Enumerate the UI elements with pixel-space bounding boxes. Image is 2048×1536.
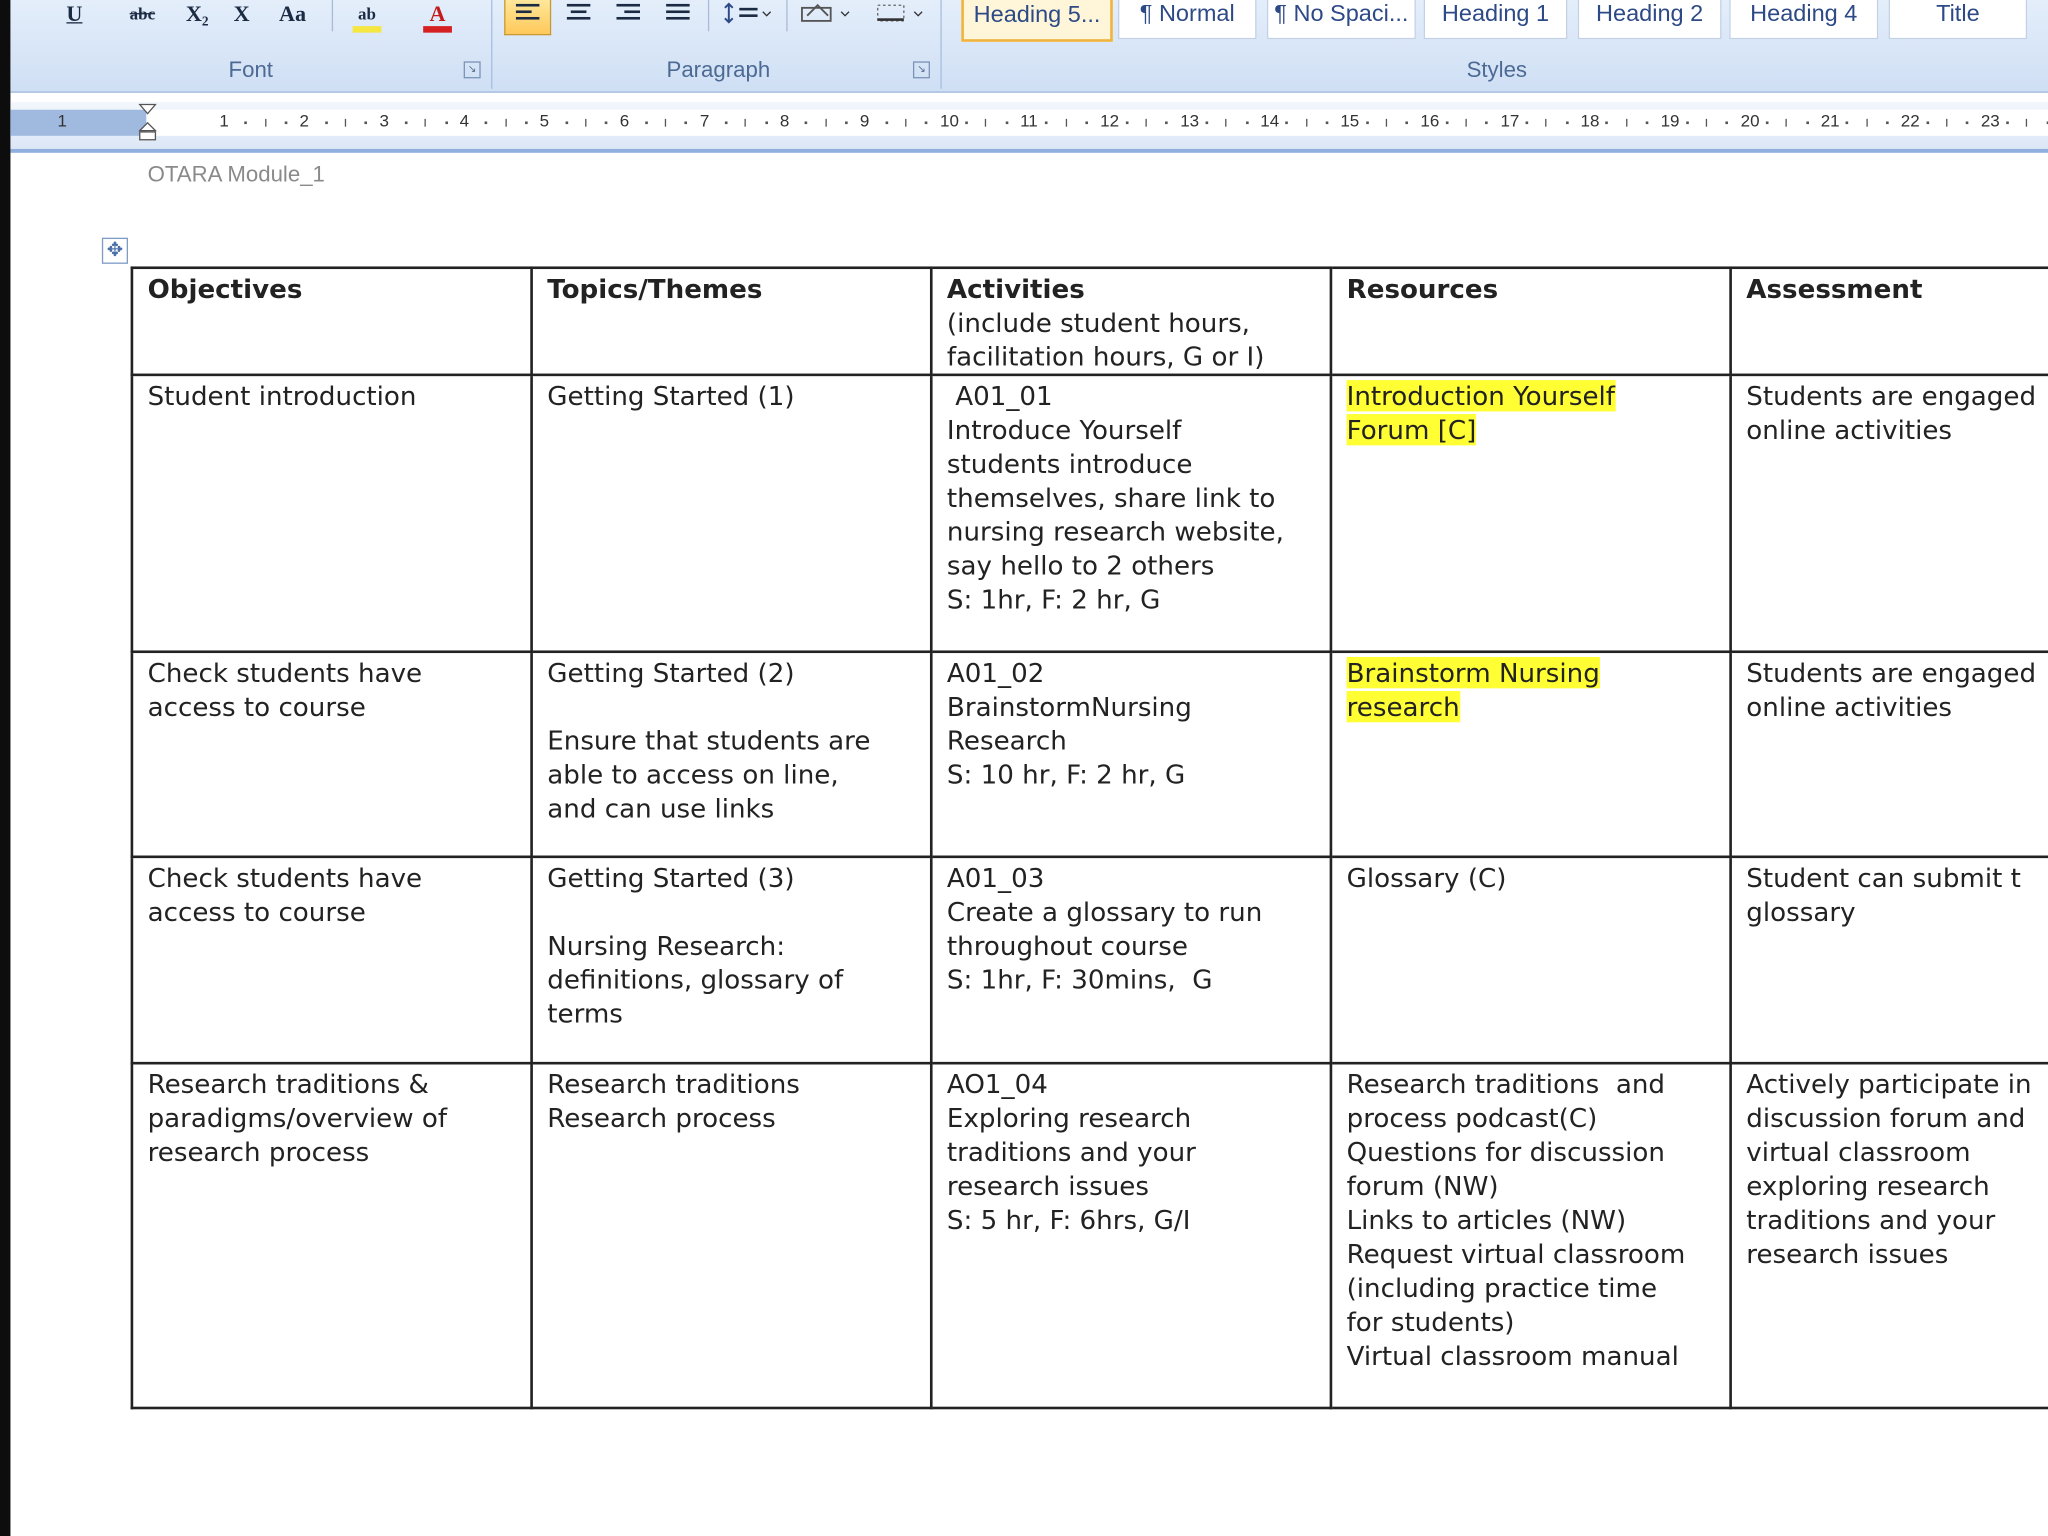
- header-activities: Activities: [946, 272, 1085, 305]
- ruler-dot: [485, 121, 488, 124]
- ruler-dot: [245, 121, 248, 124]
- window-left-edge: [0, 0, 10, 1536]
- ruler-dot: [685, 121, 688, 124]
- ruler-number: 19: [1660, 111, 1680, 131]
- ruler-number: 2: [299, 111, 309, 131]
- objective-cell[interactable]: Research traditions & paradigms/overview of research process: [132, 1063, 532, 1408]
- ruler-dot: [1566, 121, 1569, 124]
- ruler-dot: [1005, 121, 1008, 124]
- ruler-dot: [645, 121, 648, 124]
- ruler-dot: [1766, 121, 1769, 124]
- ruler-dot: [405, 121, 408, 124]
- activity-cell[interactable]: AO1_04 Exploring research traditions and your research issues S: 5 hr, F: 6hrs, G/I: [931, 1063, 1331, 1408]
- ruler-dot: [1165, 121, 1168, 124]
- ruler-dot: [1045, 121, 1048, 124]
- font-group: [10, 0, 492, 89]
- align-right-button[interactable]: [606, 0, 650, 34]
- resource-cell[interactable]: [1331, 375, 1731, 652]
- ruler-dot: [1686, 121, 1689, 124]
- ruler-dot: [1085, 121, 1088, 124]
- ruler-number: 6: [619, 111, 630, 131]
- assessment-cell[interactable]: Actively participate in discussion forum and virtual classroom exploring research traditions and your research issues: [1731, 1063, 2048, 1408]
- ruler-dot: [2006, 121, 2009, 124]
- topic-cell[interactable]: Getting Started (2) Ensure that students are able to access on line, and can use links: [532, 652, 932, 857]
- style-no-spacing[interactable]: ¶ No Spaci...: [1267, 0, 1416, 39]
- ruler-number: 10: [939, 111, 959, 131]
- ruler-dot: [1886, 121, 1889, 124]
- ruler-number: 1: [57, 111, 67, 131]
- ruler-dot: [1806, 121, 1809, 124]
- table-header-row: [132, 268, 2048, 375]
- style-heading-1[interactable]: Heading 1: [1424, 0, 1568, 39]
- ruler-tick: [1065, 119, 1066, 127]
- style-heading-4[interactable]: Heading 4: [1729, 0, 1878, 39]
- ruler-dot: [605, 121, 608, 124]
- ruler-left-margin: [10, 110, 146, 136]
- highlighted-resource: Brainstorm Nursing research: [1346, 656, 1600, 723]
- style-heading-2[interactable]: Heading 2: [1578, 0, 1722, 39]
- ribbon: [10, 0, 2048, 93]
- ruler-number: 1: [219, 111, 229, 131]
- shading-bucket-icon: [797, 0, 854, 26]
- ruler-tick: [985, 119, 986, 127]
- ruler-dot: [1125, 121, 1128, 124]
- ruler-tick: [825, 119, 826, 127]
- assessment-cell[interactable]: Students are engaged online activities: [1731, 375, 2048, 652]
- font-color-swatch: [423, 26, 452, 33]
- style-heading-5[interactable]: Heading 5...: [961, 0, 1113, 42]
- ruler-dot: [1366, 121, 1369, 124]
- ruler-dot: [805, 121, 808, 124]
- highlighted-resource: Introduction Yourself Forum [C]: [1346, 380, 1616, 446]
- ruler-tick: [1786, 119, 1787, 127]
- font-dialog-launcher-icon[interactable]: ↘: [464, 61, 481, 78]
- ruler-dot: [445, 121, 448, 124]
- ruler-dot: [1406, 121, 1409, 124]
- ruler-number: 22: [1900, 111, 1920, 131]
- align-center-button[interactable]: [556, 0, 600, 34]
- ruler-dot: [285, 121, 288, 124]
- resource-cell[interactable]: Research traditions and process podcast(C) Questions for discussion forum (NW) Links to articles (NW) Request virtual classroom (including practice time for students) Virtual classroom manual: [1331, 1063, 1731, 1408]
- table-row: [132, 652, 2048, 857]
- ruler-number: 9: [859, 111, 870, 131]
- topic-cell[interactable]: Getting Started (3) Nursing Research: definitions, glossary of terms: [532, 857, 932, 1063]
- subscript-button[interactable]: X₂: [185, 1, 209, 27]
- style-title[interactable]: Title: [1889, 0, 2027, 39]
- ruler-dot: [1646, 121, 1649, 124]
- header-activities-cell[interactable]: [931, 268, 1331, 375]
- table-row: [132, 857, 2048, 1063]
- ruler-dot: [925, 121, 928, 124]
- ruler-tick: [1145, 119, 1146, 127]
- horizontal-ruler[interactable]: [10, 102, 2048, 153]
- document-header[interactable]: OTARA Module_1: [147, 161, 325, 187]
- header-objectives[interactable]: Objectives: [132, 268, 532, 375]
- ruler-number: 14: [1260, 111, 1280, 131]
- objective-cell[interactable]: Check students have access to course: [132, 652, 532, 857]
- ruler-dot: [365, 121, 368, 124]
- separator: [786, 0, 787, 31]
- shading-button[interactable]: [794, 0, 857, 34]
- separator: [332, 0, 333, 31]
- ruler-tick: [1225, 119, 1226, 127]
- ruler-tick: [585, 119, 586, 127]
- change-case-button[interactable]: Aa: [278, 1, 307, 27]
- paragraph-group-label: Paragraph: [666, 57, 771, 83]
- highlight-color-swatch: [353, 26, 382, 33]
- ruler-number: 5: [539, 111, 550, 131]
- paragraph-dialog-launcher-icon[interactable]: ↘: [913, 61, 930, 78]
- ruler-dot: [525, 121, 528, 124]
- ruler-tick: [2026, 119, 2027, 127]
- ruler-dot: [1286, 121, 1289, 124]
- objective-cell[interactable]: Check students have access to course: [132, 857, 532, 1063]
- header-assessment[interactable]: Assessment: [1731, 268, 2048, 375]
- justify-button[interactable]: [656, 0, 700, 34]
- header-resources[interactable]: Resources: [1331, 268, 1731, 375]
- strikethrough-button[interactable]: abc: [129, 3, 156, 24]
- ruler-number: 11: [1020, 111, 1038, 131]
- superscript-button[interactable]: X: [233, 1, 250, 27]
- topic-cell[interactable]: Getting Started (1): [532, 375, 932, 652]
- align-left-button[interactable]: [504, 0, 551, 35]
- ruler-dot: [1205, 121, 1208, 124]
- ruler-tick: [1706, 119, 1707, 127]
- ruler-tick: [1546, 119, 1547, 127]
- ruler-dot: [1966, 121, 1969, 124]
- assessment-cell[interactable]: Students are engaged online activities: [1731, 652, 2048, 857]
- ruler-tick: [1466, 119, 1467, 127]
- ruler-dot: [845, 121, 848, 124]
- font-group-label: Font: [228, 57, 273, 83]
- ruler-number: 16: [1420, 111, 1440, 131]
- ruler-number: 13: [1180, 111, 1200, 131]
- ruler-number: 18: [1580, 111, 1600, 131]
- ruler-tick: [1306, 119, 1307, 127]
- course-outline-table: [131, 266, 2048, 1409]
- ruler-dot: [1326, 121, 1329, 124]
- justify-icon: [664, 0, 693, 24]
- table-row: [132, 375, 2048, 652]
- ruler-tick: [905, 119, 906, 127]
- underline-button[interactable]: U: [66, 1, 83, 27]
- line-spacing-icon: [721, 0, 773, 26]
- objective-cell[interactable]: Student introduction: [132, 375, 532, 652]
- ruler-number: 3: [379, 111, 389, 131]
- ruler-tick: [345, 119, 346, 127]
- ruler-dot: [1846, 121, 1849, 124]
- ruler-number: 7: [699, 111, 710, 131]
- topic-cell[interactable]: Research traditions Research process: [532, 1063, 932, 1408]
- ruler-dot: [1726, 121, 1729, 124]
- ruler-dot: [1446, 121, 1449, 124]
- styles-group: [946, 0, 2048, 89]
- ruler-dot: [1926, 121, 1929, 124]
- styles-group-label: Styles: [1466, 57, 1528, 83]
- ruler-tick: [745, 119, 746, 127]
- styles-gallery: [946, 0, 2043, 44]
- indent-marker-icon[interactable]: [138, 102, 156, 144]
- highlighter-icon: ab: [358, 3, 376, 24]
- ruler-dot: [965, 121, 968, 124]
- ruler-dot: [325, 121, 328, 124]
- ruler-number: 8: [779, 111, 790, 131]
- align-center-icon: [564, 0, 593, 24]
- activity-cell[interactable]: A01_02 BrainstormNursing Research S: 10 hr, F: 2 hr, G: [931, 652, 1331, 857]
- ruler-number: 20: [1740, 111, 1760, 131]
- ruler-tick: [1386, 119, 1387, 127]
- ruler-dot: [1526, 121, 1529, 124]
- ruler-tick: [665, 119, 666, 127]
- ruler-scale: [10, 110, 2048, 136]
- ruler-dot: [725, 121, 728, 124]
- header-activities-note: (include student hours, facilitation hours, G or I): [946, 306, 1265, 373]
- ruler-tick: [265, 119, 266, 127]
- line-spacing-button[interactable]: [716, 0, 779, 34]
- ruler-dot: [1606, 121, 1609, 124]
- header-topics[interactable]: Topics/Themes: [532, 268, 932, 375]
- ruler-tick: [1866, 119, 1867, 127]
- style-normal[interactable]: ¶ Normal: [1118, 0, 1256, 39]
- table-row: [132, 1063, 2048, 1408]
- assessment-cell[interactable]: Student can submit t glossary: [1731, 857, 2048, 1063]
- paragraph-group: [496, 0, 941, 89]
- activity-cell[interactable]: A01_03 Create a glossary to run throughout course S: 1hr, F: 30mins, G: [931, 857, 1331, 1063]
- ruler-tick: [425, 119, 426, 127]
- ruler-dot: [885, 121, 888, 124]
- separator: [708, 0, 709, 31]
- resource-cell[interactable]: Glossary (C): [1331, 857, 1731, 1063]
- ruler-dot: [765, 121, 768, 124]
- ruler-number: 4: [459, 111, 470, 131]
- borders-icon: [870, 0, 927, 26]
- ruler-number: 15: [1340, 111, 1360, 131]
- borders-button[interactable]: [867, 0, 930, 34]
- table-move-handle-icon[interactable]: ✥: [102, 238, 128, 264]
- ruler-number: 12: [1100, 111, 1120, 131]
- ruler-number: 21: [1820, 111, 1840, 131]
- ruler-tick: [1626, 119, 1627, 127]
- resource-cell[interactable]: [1331, 652, 1731, 857]
- ruler-dot: [1245, 121, 1248, 124]
- ruler-tick: [1946, 119, 1947, 127]
- ruler-tick: [505, 119, 506, 127]
- align-right-icon: [614, 0, 643, 24]
- ruler-dot: [1486, 121, 1489, 124]
- ruler-number: 23: [1980, 111, 2000, 131]
- align-left-icon: [513, 0, 542, 24]
- ruler-dot: [565, 121, 568, 124]
- ruler-number: 17: [1500, 111, 1520, 131]
- activity-cell[interactable]: A01_01 Introduce Yourself students introduce themselves, share link to nursing research website, say hello to 2 others S: 1hr, F: 2 hr, G: [931, 375, 1331, 652]
- font-color-icon: A: [429, 1, 446, 27]
